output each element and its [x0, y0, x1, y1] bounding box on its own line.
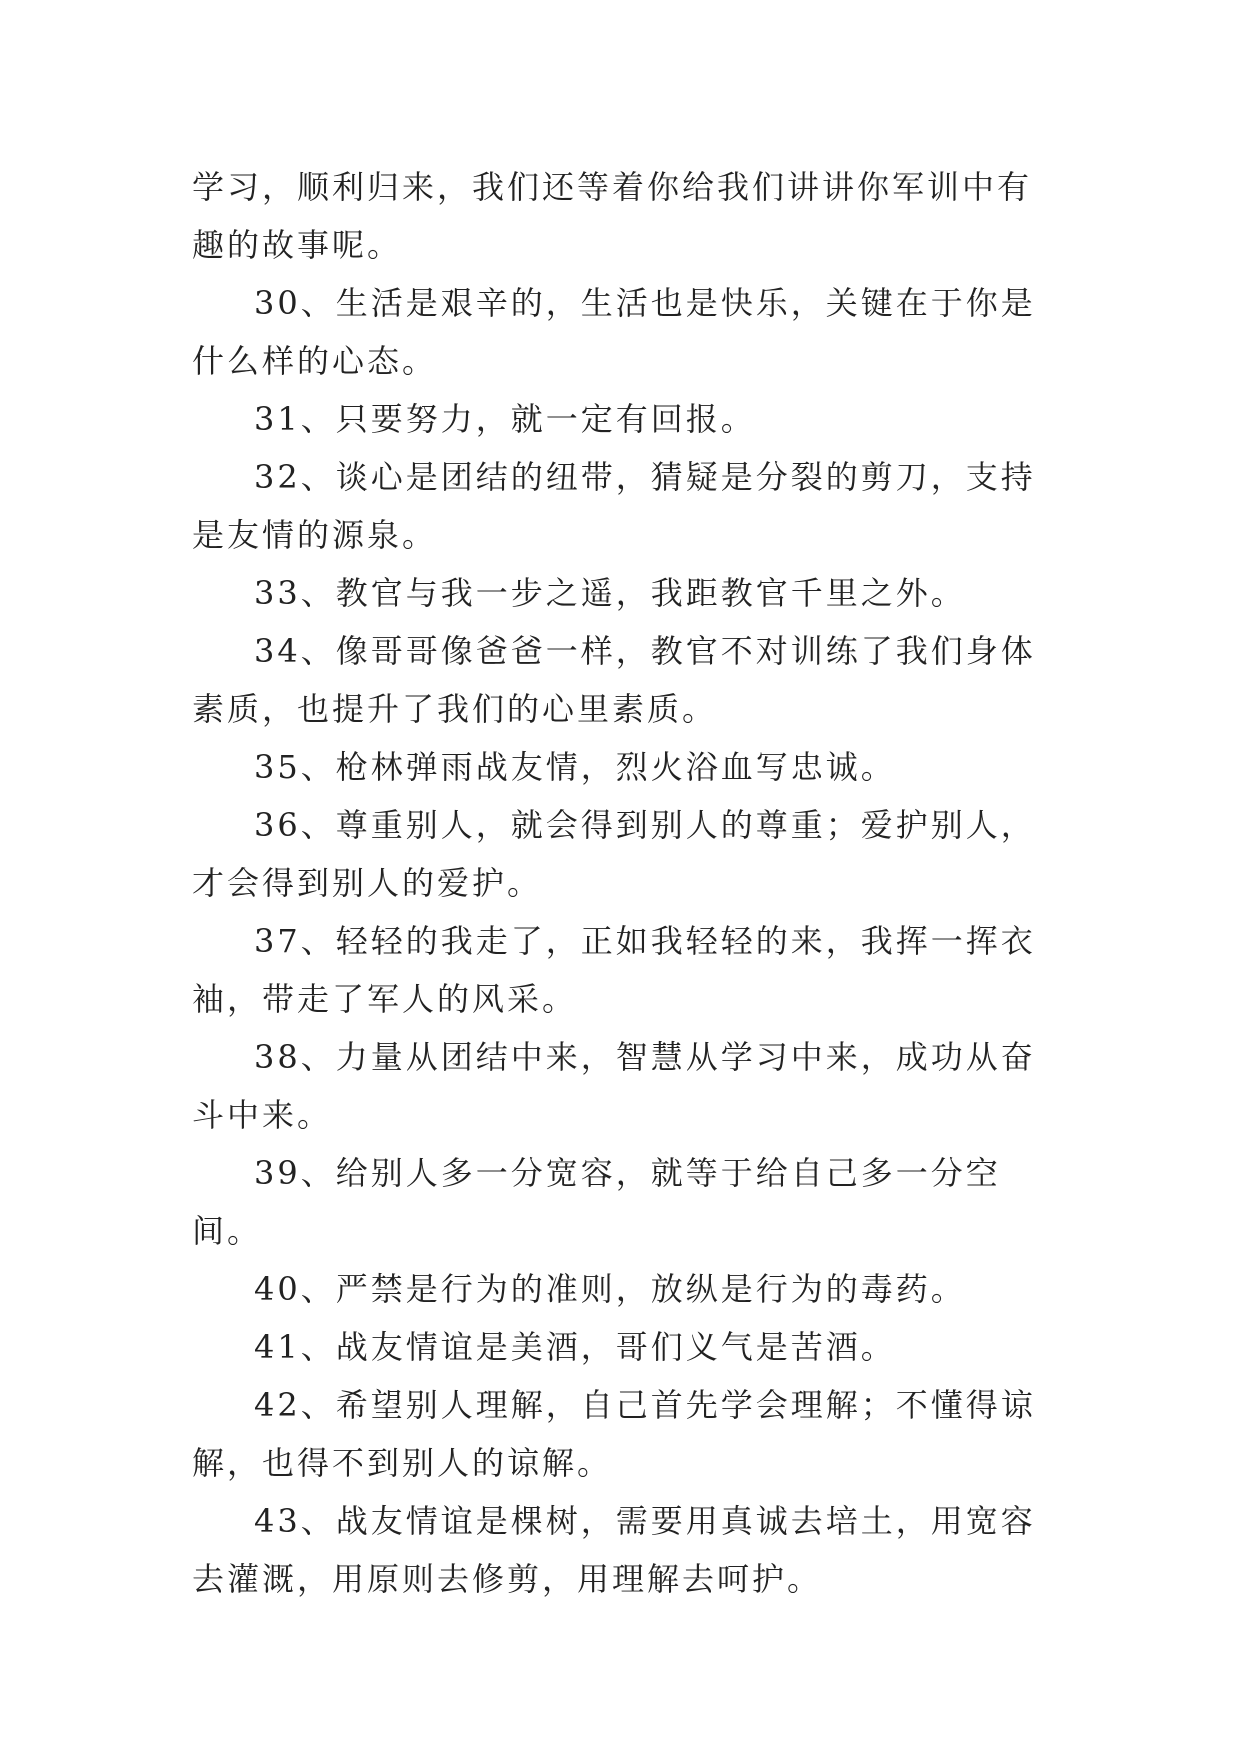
paragraph-item-31: 31、只要努力，就一定有回报。 [254, 400, 756, 438]
paragraph-item-35: 35、枪林弹雨战友情，烈火浴血写忠诚。 [254, 748, 896, 786]
paragraph-item-36: 36、尊重别人，就会得到别人的尊重；爱护别人，才会得到别人的爱护。 [192, 806, 1036, 902]
paragraph-continuation: 学习，顺利归来，我们还等着你给我们讲讲你军训中有趣的故事呢。 [192, 168, 1033, 264]
paragraph-item-43: 43、战友情谊是棵树，需要用真诚去培土，用宽容去灌溉，用原则去修剪，用理解去呵护。 [192, 1502, 1036, 1598]
paragraph-item-39: 39、给别人多一分宽容，就等于给自己多一分空间。 [192, 1154, 1001, 1250]
paragraph-item-40: 40、严禁是行为的准则，放纵是行为的毒药。 [254, 1270, 966, 1308]
paragraph-item-38: 38、力量从团结中来，智慧从学习中来，成功从奋斗中来。 [192, 1038, 1036, 1134]
paragraph-item-34: 34、像哥哥像爸爸一样，教官不对训练了我们身体素质，也提升了我们的心里素质。 [192, 632, 1036, 728]
paragraph-item-42: 42、希望别人理解，自己首先学会理解；不懂得谅解，也得不到别人的谅解。 [192, 1386, 1036, 1482]
paragraph-item-32: 32、谈心是团结的纽带，猜疑是分裂的剪刀，支持是友情的源泉。 [192, 458, 1036, 554]
paragraph-item-41: 41、战友情谊是美酒，哥们义气是苦酒。 [254, 1328, 896, 1366]
paragraph-item-33: 33、教官与我一步之遥，我距教官千里之外。 [254, 574, 966, 612]
paragraph-item-37: 37、轻轻的我走了，正如我轻轻的来，我挥一挥衣袖，带走了军人的风采。 [192, 922, 1036, 1018]
paragraph-item-30: 30、生活是艰辛的，生活也是快乐，关键在于你是什么样的心态。 [192, 284, 1036, 380]
document-body [192, 158, 1052, 1608]
